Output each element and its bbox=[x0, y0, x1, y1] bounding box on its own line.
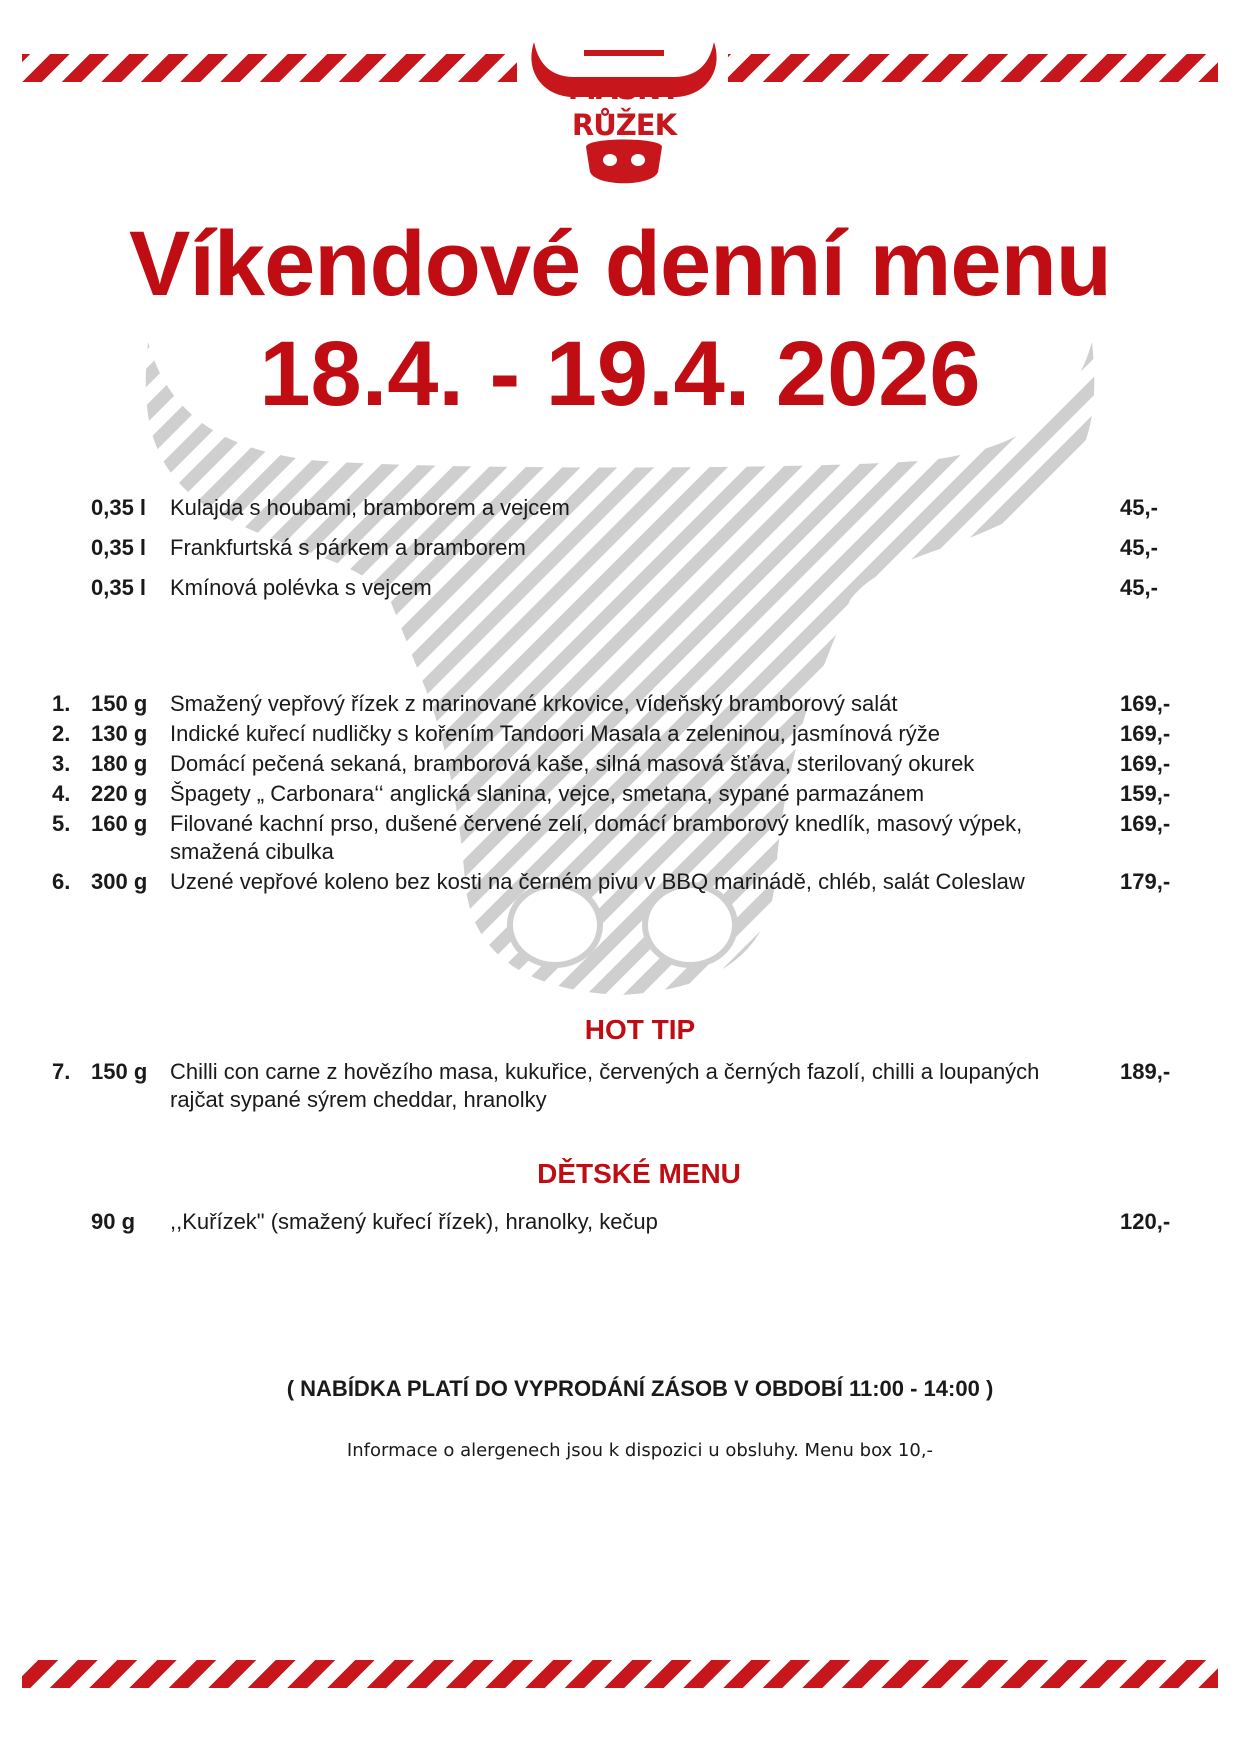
dish-quantity: 130 g bbox=[91, 721, 148, 746]
dish-number: 5. bbox=[52, 811, 71, 836]
top-left-stripe-band bbox=[22, 54, 517, 82]
brand-logo bbox=[524, 42, 724, 192]
dish-quantity: 150 g bbox=[91, 1059, 148, 1084]
dish-price: 189,- bbox=[1120, 1059, 1171, 1084]
soup-name: Frankfurtská s párkem a bramborem bbox=[170, 535, 526, 560]
dish-number: 4. bbox=[52, 781, 71, 806]
page-title: Víkendové denní menu bbox=[129, 213, 1111, 315]
soup-name: Kulajda s houbami, bramborem a vejcem bbox=[170, 495, 570, 520]
dish-quantity: 220 g bbox=[91, 781, 148, 806]
dish-number: 3. bbox=[52, 751, 71, 776]
dish-price: 169,- bbox=[1120, 811, 1171, 836]
dish-quantity: 180 g bbox=[91, 751, 148, 776]
dish-number: 2. bbox=[52, 721, 71, 746]
top-right-stripe-band bbox=[728, 54, 1218, 82]
dish-name: ,,Kuřízek" (smažený kuřecí řízek), hranolky, kečup bbox=[170, 1209, 658, 1234]
dish-name: Smažený vepřový řízek z marinované krkovice, vídeňský bramborový salát bbox=[170, 691, 898, 716]
dish-price: 120,- bbox=[1120, 1209, 1171, 1234]
dish-quantity: 300 g bbox=[91, 869, 148, 894]
allergen-info: Informace o alergenech jsou k dispozici u obsluhy. Menu box 10,- bbox=[346, 1440, 934, 1461]
availability-notice: ( NABÍDKA PLATÍ DO VYPRODÁNÍ ZÁSOB V OBDOBÍ 11:00 - 14:00 ) bbox=[286, 1376, 994, 1401]
dish-quantity: 90 g bbox=[91, 1209, 136, 1234]
kids-menu-heading: DĚTSKÉ MENU bbox=[537, 1158, 741, 1189]
dish-name-line-1: Filované kachní prso, dušené červené zelí, domácí bramborový knedlík, masový výpek, bbox=[170, 811, 1023, 836]
dish-price: 169,- bbox=[1120, 751, 1171, 776]
dish-name: Indické kuřecí nudličky s kořením Tandoori Masala a zeleninou, jasmínová rýže bbox=[170, 721, 940, 746]
soup-quantity: 0,35 l bbox=[91, 495, 147, 520]
soup-price: 45,- bbox=[1120, 575, 1158, 600]
dish-number: 7. bbox=[52, 1059, 71, 1084]
logo-line-1: MASNY bbox=[567, 72, 681, 106]
dish-name bbox=[170, 1058, 1100, 1114]
bottom-stripe-band bbox=[22, 1660, 1218, 1688]
dish-price: 169,- bbox=[1120, 691, 1171, 716]
dish-name: Uzené vepřové koleno bez kosti na černém pivu v BBQ marinádě, chléb, salát Coleslaw bbox=[170, 869, 1025, 894]
dish-price: 159,- bbox=[1120, 781, 1171, 806]
dish-name: Špagety „ Carbonara‘‘ anglická slanina, vejce, smetana, sypané parmazánem bbox=[170, 781, 925, 806]
dish-price: 179,- bbox=[1120, 869, 1171, 894]
menu-date: 18.4. - 19.4. 2026 bbox=[259, 323, 981, 425]
dish-name: Domácí pečená sekaná, bramborová kaše, silná masová šťáva, sterilovaný okurek bbox=[170, 751, 975, 776]
dish-name-line-2: smažená cibulka bbox=[170, 839, 334, 864]
dish-quantity: 160 g bbox=[91, 811, 148, 836]
soup-name: Kmínová polévka s vejcem bbox=[170, 575, 432, 600]
dish-name-line-1: Chilli con carne z hovězího masa, kukuřice, červených a černých fazolí, chilli a loupaných bbox=[170, 1059, 1040, 1084]
soup-price: 45,- bbox=[1120, 495, 1158, 520]
hot-tip-heading: HOT TIP bbox=[584, 1014, 696, 1045]
dish-price: 169,- bbox=[1120, 721, 1171, 746]
dish-number: 6. bbox=[52, 869, 71, 894]
logo-line-2: RŮŽEK bbox=[571, 108, 677, 142]
dish-quantity: 150 g bbox=[91, 691, 148, 716]
dish-name bbox=[170, 810, 1100, 866]
soup-price: 45,- bbox=[1120, 535, 1158, 560]
dish-name-line-2: rajčat sypané sýrem cheddar, hranolky bbox=[170, 1087, 547, 1112]
soup-quantity: 0,35 l bbox=[91, 575, 147, 600]
soup-quantity: 0,35 l bbox=[91, 535, 147, 560]
dish-number: 1. bbox=[52, 691, 71, 716]
